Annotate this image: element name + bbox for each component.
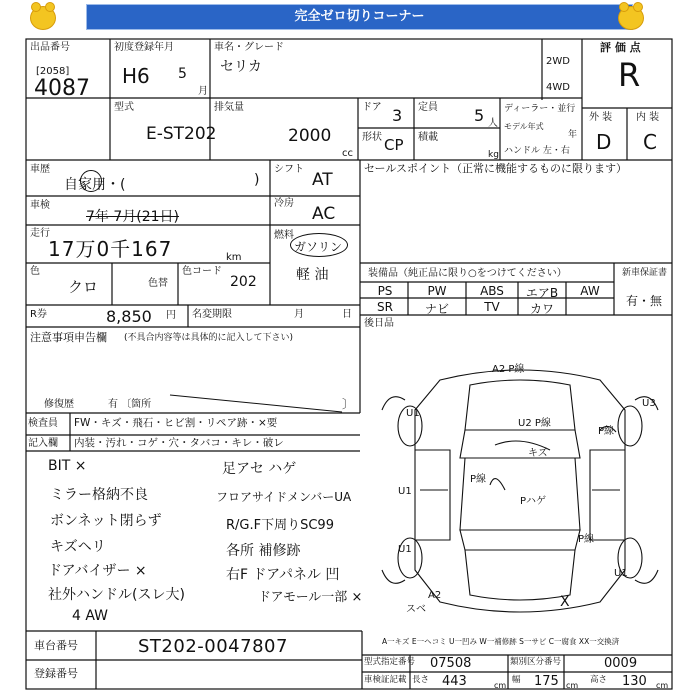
load-unit: kg bbox=[488, 150, 499, 160]
aircon-label: 冷房 bbox=[274, 198, 294, 209]
model-label: 型式 bbox=[114, 102, 134, 113]
color-label: 色 bbox=[30, 266, 40, 277]
exterior-label: 外 装 bbox=[589, 112, 613, 123]
diagram-mark: U1 bbox=[406, 408, 420, 419]
remark-right-5: 右F ドアパネル 凹 bbox=[226, 567, 340, 583]
car-name-label: 車名・グレード bbox=[214, 42, 284, 53]
diagram-mark: Pハゲ bbox=[520, 496, 547, 507]
diagram-mark: U1 bbox=[398, 486, 412, 497]
height-value: 130 bbox=[622, 674, 647, 689]
name-change-label: 名変期限 bbox=[192, 309, 232, 320]
recycle-value: 8,850 bbox=[106, 307, 152, 326]
diagram-mark: スベ bbox=[406, 604, 426, 615]
lot-number: 4087 bbox=[34, 76, 90, 101]
equipment-label: 装備品（純正品に限り○をつけてください） bbox=[368, 268, 567, 279]
displacement-value: 2000 bbox=[288, 126, 332, 146]
diagram-mark: U1 bbox=[614, 568, 628, 579]
warranty-label: 新車保証書 bbox=[622, 268, 668, 278]
car-damage-diagram bbox=[370, 340, 670, 630]
repair-label: 修復歴 bbox=[44, 399, 74, 410]
evaluation-score: R bbox=[618, 56, 641, 94]
equip-navi: ナビ bbox=[424, 302, 449, 316]
inspector-label: 検査員 bbox=[28, 418, 58, 429]
diagram-mark: P線 bbox=[598, 426, 615, 437]
inspector-row-2: 内装・汚れ・コゲ・穴・タバコ・キレ・破レ bbox=[74, 437, 284, 449]
model-year-label: モデル年式 bbox=[504, 122, 544, 131]
selected-circle bbox=[80, 170, 102, 192]
equip-ps: PS bbox=[377, 284, 393, 298]
height-unit: cm bbox=[656, 681, 669, 690]
diagram-mark: P線 bbox=[470, 474, 487, 485]
remark-right-2: フロアサイドメンバーUA bbox=[216, 490, 352, 504]
mileage-unit: km bbox=[226, 252, 242, 263]
shape-label: 形状 bbox=[362, 132, 382, 143]
remark-right-3: R/G.F下周りSC99 bbox=[226, 518, 334, 533]
width-unit: cm bbox=[566, 681, 579, 690]
first-reg-month-unit: 月 bbox=[198, 86, 208, 97]
capacity-label: 定員 bbox=[418, 102, 438, 113]
displacement-unit: cc bbox=[342, 148, 353, 159]
height-label: 高さ bbox=[590, 675, 608, 685]
page-title: 完全ゼロ切りコーナー bbox=[86, 4, 633, 30]
repair-bracket: 〕 bbox=[342, 397, 355, 411]
shape-value: CP bbox=[384, 136, 404, 154]
doors-label: ドア bbox=[362, 102, 382, 113]
diagram-mark: A2 P線 bbox=[492, 364, 525, 375]
length-label: 長さ bbox=[412, 675, 430, 685]
recycle-label: R券 bbox=[30, 309, 47, 320]
remark-right-1: 足アセ ハゲ bbox=[222, 461, 297, 477]
fuel-circle bbox=[290, 233, 348, 257]
car-name: セリカ bbox=[220, 59, 262, 75]
fuel-alt: 軽 油 bbox=[296, 267, 329, 283]
mileage-label: 走行 bbox=[30, 228, 50, 239]
equip-aw: AW bbox=[580, 284, 600, 298]
first-reg-label: 初度登録年月 bbox=[114, 42, 174, 53]
exterior-grade: D bbox=[596, 130, 612, 154]
doors-value: 3 bbox=[392, 106, 403, 125]
drive-4wd: 4WD bbox=[546, 82, 570, 93]
fuel-value: ガソリン bbox=[294, 240, 343, 254]
notes-sub: (不具合内容等は具体的に記入して下さい) bbox=[124, 333, 294, 343]
history-value: 自家用・( bbox=[64, 177, 126, 193]
history-label: 車歴 bbox=[30, 164, 50, 175]
diagram-mark: U3 bbox=[642, 398, 656, 409]
remark-left-4: キズヘリ bbox=[50, 539, 106, 555]
lot-label: 出品番号 bbox=[30, 42, 70, 53]
length-value: 443 bbox=[442, 674, 467, 689]
equip-leather: カワ bbox=[529, 302, 554, 316]
warranty-value: 有・無 bbox=[626, 294, 663, 308]
first-reg-month: 5 bbox=[178, 66, 187, 82]
bracket-close: ) bbox=[254, 172, 260, 188]
name-change-day: 日 bbox=[342, 309, 352, 320]
shift-label: シフト bbox=[274, 164, 304, 175]
color-code: 202 bbox=[230, 274, 257, 290]
evaluation-label: 評 価 点 bbox=[600, 41, 641, 54]
registration-label: 登録番号 bbox=[34, 667, 78, 680]
diagram-mark: U1 bbox=[398, 544, 412, 555]
recycle-unit: 円 bbox=[166, 310, 176, 321]
inspector-row-1: FW・キズ・飛石・ヒビ割・リペア跡・×要 bbox=[74, 417, 278, 429]
remark-left-3: ボンネット閉らず bbox=[50, 513, 162, 529]
diagram-mark: X bbox=[560, 594, 570, 610]
model-cert-label: 型式指定番号 bbox=[364, 657, 416, 667]
interior-grade: C bbox=[643, 130, 657, 154]
lot-sub: [2058] bbox=[36, 66, 70, 77]
equip-abs: ABS bbox=[480, 284, 504, 298]
remark-left-6: 社外ハンドル(スレ大) bbox=[48, 587, 185, 603]
color-code-label: 色コード bbox=[182, 266, 222, 277]
remark-left-7: 4 AW bbox=[72, 608, 109, 624]
equip-pw: PW bbox=[427, 284, 447, 298]
remark-left-5: ドアバイザー × bbox=[48, 563, 147, 579]
class-value: 0009 bbox=[604, 656, 638, 671]
remark-left-2: ミラー格納不良 bbox=[50, 487, 148, 503]
remark-right-6: ドアモール一部 × bbox=[258, 590, 363, 605]
inspector-label-2: 記入欄 bbox=[28, 438, 58, 449]
equip-airbag: エアB bbox=[525, 286, 559, 300]
equip-tv: TV bbox=[484, 300, 500, 314]
color-value: クロ bbox=[68, 278, 99, 296]
remark-right-4: 各所 補修跡 bbox=[226, 543, 301, 559]
equip-sr: SR bbox=[377, 300, 393, 314]
remark-left-1: BIT × bbox=[48, 458, 87, 474]
dimensions-label: 車検証記載 bbox=[364, 675, 407, 685]
chassis-number: ST202-0047807 bbox=[138, 636, 288, 657]
displacement-label: 排気量 bbox=[214, 102, 244, 113]
length-unit: cm bbox=[494, 681, 507, 690]
diagram-mark: キズ bbox=[528, 448, 548, 459]
mileage-value: 17万0千167 bbox=[48, 237, 173, 261]
width-value: 175 bbox=[534, 674, 559, 689]
extra-label: 後日品 bbox=[364, 318, 394, 329]
capacity-value: 5 bbox=[474, 106, 485, 125]
chassis-label: 車台番号 bbox=[34, 639, 78, 652]
diagram-mark: A2 bbox=[428, 590, 442, 601]
dealer-label: ディーラー・並行 bbox=[504, 104, 576, 114]
handle-label: ハンドル 左・右 bbox=[504, 146, 570, 156]
repair-value: 有 〔箇所 bbox=[108, 399, 152, 410]
inspection-value: 7年 7月(21日) bbox=[86, 209, 180, 225]
aircon-value: AC bbox=[312, 204, 336, 224]
inspection-label: 車検 bbox=[30, 200, 50, 211]
interior-label: 内 装 bbox=[636, 112, 660, 123]
notes-label: 注意事項申告欄 bbox=[30, 331, 107, 344]
name-change-month: 月 bbox=[294, 309, 304, 320]
capacity-unit: 人 bbox=[488, 118, 498, 129]
drive-2wd: 2WD bbox=[546, 56, 570, 67]
diagram-mark: U2 P線 bbox=[518, 418, 551, 429]
width-label: 幅 bbox=[512, 675, 521, 685]
class-label: 類別区分番号 bbox=[510, 657, 562, 667]
diagram-mark: P線 bbox=[578, 534, 595, 545]
model-cert-value: 07508 bbox=[430, 656, 472, 671]
first-reg-year: H6 bbox=[122, 64, 150, 88]
sales-points-label: セールスポイント（正常に機能するものに限ります） bbox=[364, 162, 628, 175]
model-year-unit: 年 bbox=[568, 130, 578, 140]
load-label: 積載 bbox=[418, 132, 438, 143]
shift-value: AT bbox=[312, 170, 333, 190]
damage-legend: A一キズ E一ヘコミ U一凹み W一補修跡 S一サビ C一腐食 XX一交換済 bbox=[382, 637, 620, 646]
model-value: E-ST202 bbox=[146, 124, 217, 144]
fuel-label: 燃料 bbox=[274, 230, 294, 241]
color-change-label: 色替 bbox=[148, 278, 168, 289]
